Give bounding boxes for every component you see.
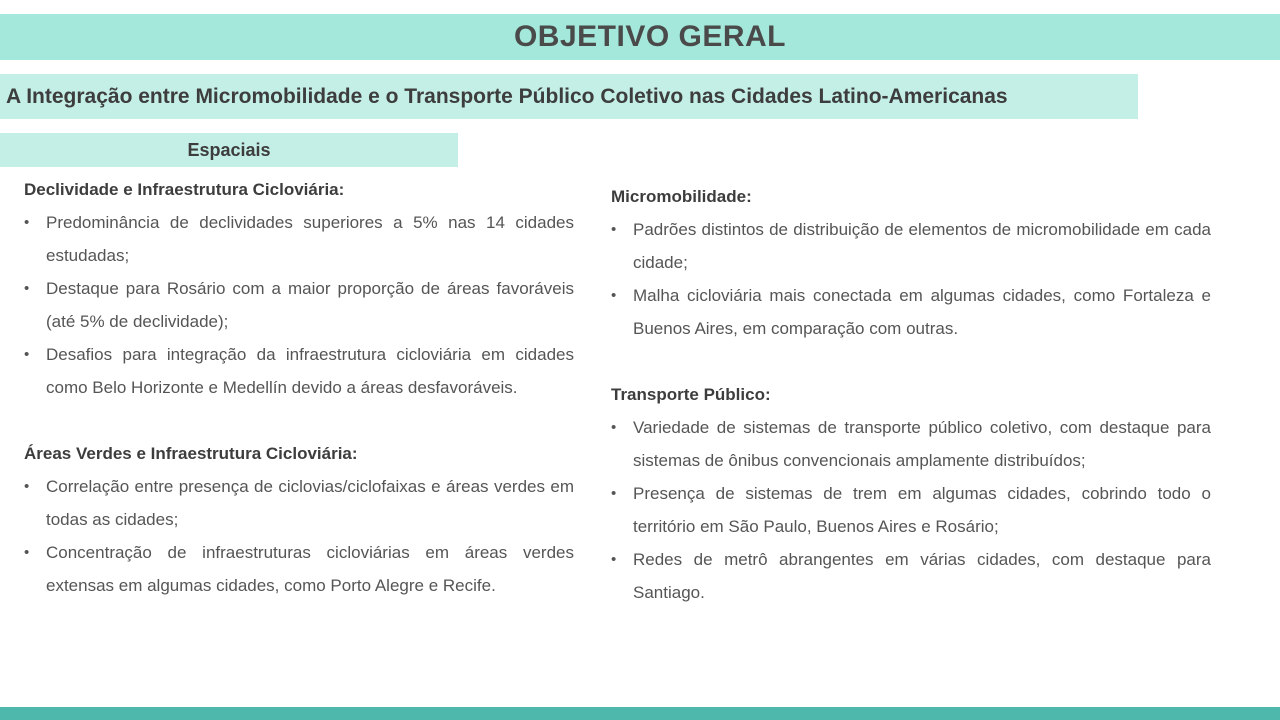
bullet-item: • Desafios para integração da infraestrutura cicloviária em cidades como Belo Horizonte e Medellín devido a áreas desfavoráveis. [24,338,574,404]
bullet-list [24,470,574,602]
bullet-item: • Presença de sistemas de trem em algumas cidades, cobrindo todo o território em São Paulo, Buenos Aires e Rosário; [611,477,1211,543]
block-title: Declividade e Infraestrutura Cicloviária: [24,180,345,199]
spacer [611,345,1211,378]
bullet-item: • Padrões distintos de distribuição de elementos de micromobilidade em cada cidade; [611,213,1211,279]
bullet-item: • Predominância de declividades superiores a 5% nas 14 cidades estudadas; [24,206,574,272]
section-label: Espaciais [187,139,271,160]
subtitle-bar [0,74,1138,119]
bullet-item: • Redes de metrô abrangentes em várias cidades, com destaque para Santiago. [611,543,1211,609]
footer-bar [0,707,1280,720]
bullet-list [24,206,574,404]
block-title: Micromobilidade: [611,187,752,206]
left-column [24,173,574,602]
content-block [24,173,574,404]
content-block [611,180,1211,345]
page-title: OBJETIVO GERAL [513,20,787,53]
page-subtitle: A Integração entre Micromobilidade e o Transporte Público Coletivo nas Cidades Latino-Americanas [6,84,1008,108]
block-title: Transporte Público: [611,385,771,404]
bullet-item: • Correlação entre presença de ciclovias/ciclofaixas e áreas verdes em todas as cidades; [24,470,574,536]
section-bar [0,133,458,167]
bullet-item: • Variedade de sistemas de transporte público coletivo, com destaque para sistemas de ônibus convencionais amplamente distribuídos; [611,411,1211,477]
content-block [611,378,1211,609]
bullet-list [611,411,1211,609]
block-title: Áreas Verdes e Infraestrutura Cicloviária: [24,444,358,463]
title-banner [0,14,1280,60]
bullet-item: • Destaque para Rosário com a maior proporção de áreas favoráveis (até 5% de declividade); [24,272,574,338]
spacer [24,404,574,437]
right-column [611,180,1211,609]
bullet-list [611,213,1211,345]
content-block [24,437,574,602]
bullet-item: • Malha cicloviária mais conectada em algumas cidades, como Fortaleza e Buenos Aires, em comparação com outras. [611,279,1211,345]
bullet-item: • Concentração de infraestruturas cicloviárias em áreas verdes extensas em algumas cidades, como Porto Alegre e Recife. [24,536,574,602]
